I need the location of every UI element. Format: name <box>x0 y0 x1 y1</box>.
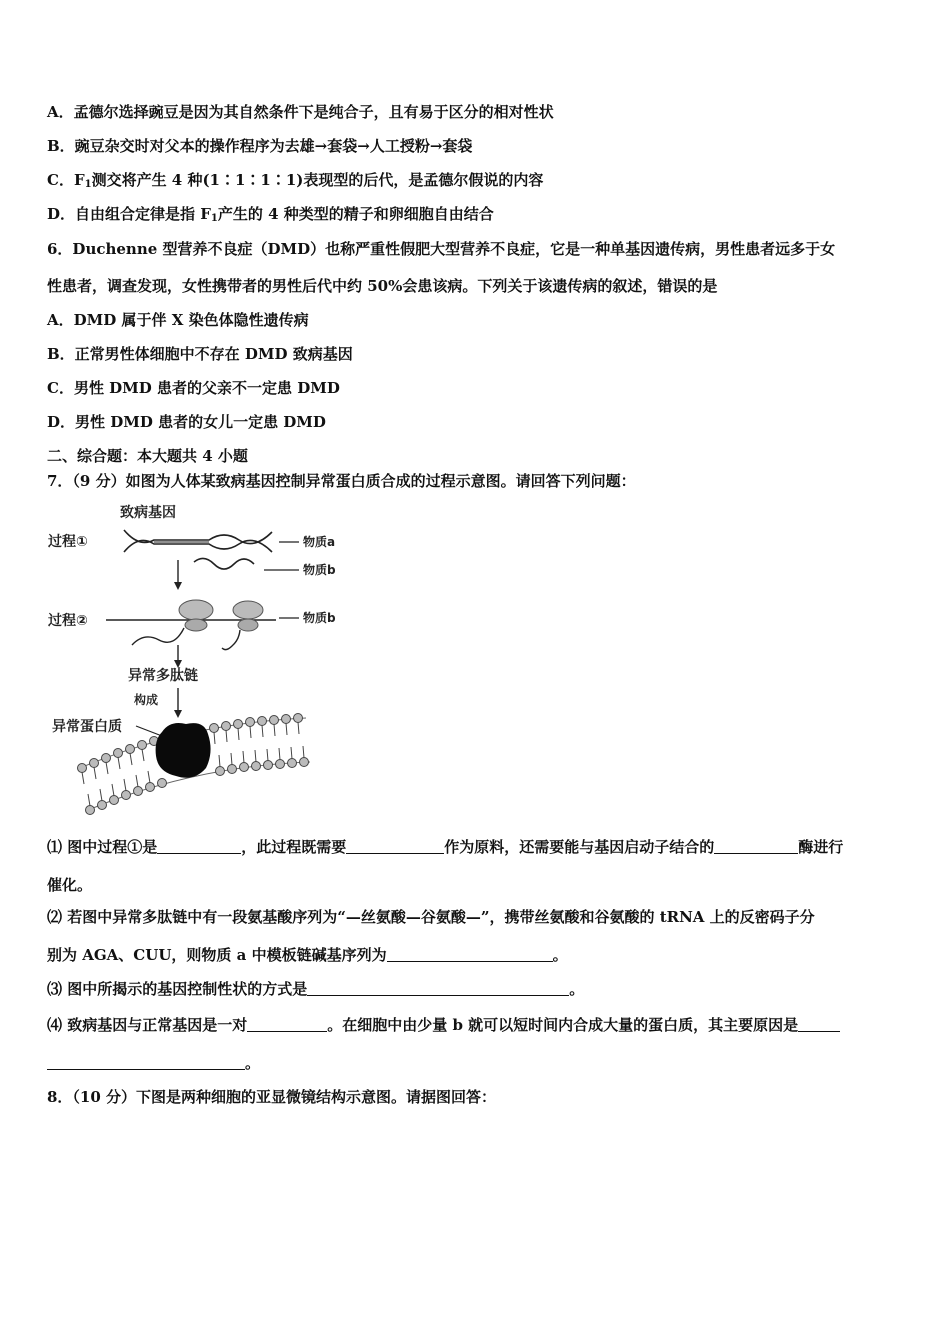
q6-option-b: B．正常男性体细胞中不存在 DMD 致病基因 <box>47 345 353 363</box>
q7-sub2-line2: 别为 AGA、CUU，则物质 a 中模板链碱基序列为 。 <box>47 946 568 964</box>
substance-b-label-2: 物质b <box>303 611 336 625</box>
q7-sub4-line1: ⑷ 致病基因与正常基因是一对 。在细胞中由少量 b 就可以短时间内合成大量的蛋白质，其主要原因是 <box>47 1014 840 1035</box>
peptide-chain-1 <box>132 628 184 645</box>
peptide-chain-2 <box>222 630 240 650</box>
ribosome-small-2 <box>238 619 258 631</box>
blank-3[interactable] <box>714 839 798 854</box>
arrow-1-head <box>174 582 182 590</box>
blank-6[interactable] <box>247 1017 327 1032</box>
q5-option-d: D．自由组合定律是指 $F_1$产生的 4 种类型的精子和卵细胞自由结合 <box>47 205 494 224</box>
arrow-2-head <box>174 660 182 668</box>
process2-label: 过程② <box>48 613 88 629</box>
polypeptide-label: 异常多肽链 <box>128 668 198 684</box>
blank-2[interactable] <box>346 839 444 854</box>
substance-a-label: 物质a <box>303 535 336 549</box>
protein-label: 异常蛋白质 <box>52 719 122 735</box>
q7-sub1-line2: 催化。 <box>47 876 93 894</box>
arrow-3-head <box>174 710 182 718</box>
q6-option-c: C．男性 DMD 患者的父亲不一定患 DMD <box>47 379 340 397</box>
blank-4[interactable] <box>387 947 553 962</box>
pointer-protein <box>136 726 162 736</box>
compose-label: 构成 <box>134 693 159 707</box>
ribosome-small-1 <box>185 619 207 631</box>
protein-synthesis-diagram <box>44 500 336 822</box>
process1-label: 过程① <box>48 534 88 550</box>
q7-sub2-line1: ⑵ 若图中异常多肽链中有一段氨基酸序列为“—丝氨酸—谷氨酸—”，携带丝氨酸和谷氨酸的 tRNA 上的反密码子分 <box>47 908 815 926</box>
blank-7a[interactable] <box>798 1017 840 1032</box>
blank-1[interactable] <box>157 839 241 854</box>
q6-option-a: A．DMD 属于伴 X 染色体隐性遗传病 <box>47 311 309 329</box>
q5-option-a: A．孟德尔选择豌豆是因为其自然条件下是纯合子，且有易于区分的相对性状 <box>47 103 554 121</box>
q7-stem: 7．（9 分）如图为人体某致病基因控制异常蛋白质合成的过程示意图。请回答下列问题： <box>47 472 636 490</box>
section-heading: 二、综合题：本大题共 4 小题 <box>47 447 248 465</box>
gene-label: 致病基因 <box>120 505 176 521</box>
q6-stem-line2: 性患者，调查发现，女性携带者的男性后代中约 50%会患该病。下列关于该遗传病的叙述，错误的是 <box>47 277 718 295</box>
mrna-strand <box>194 558 254 569</box>
q5-option-b: B．豌豆杂交时对父本的操作程序为去雄→套袋→人工授粉→套袋 <box>47 137 473 155</box>
q7-sub4-line2: 。 <box>47 1052 260 1073</box>
ribosome-large-1 <box>179 600 213 620</box>
q7-sub3: ⑶ 图中所揭示的基因控制性状的方式是 。 <box>47 980 585 998</box>
q8-stem: 8．（10 分）下图是两种细胞的亚显微镜结构示意图。请据图回答： <box>47 1088 497 1106</box>
abnormal-protein-blob <box>156 723 211 778</box>
ribosome-large-2 <box>233 601 263 619</box>
q7-sub1-line1: ⑴ 图中过程①是 ，此过程既需要 作为原料，还需要能与基因启动子结合的 酶进行 <box>47 838 844 856</box>
q6-option-d: D．男性 DMD 患者的女儿一定患 DMD <box>47 413 326 431</box>
q6-stem-line1: 6．Duchenne 型营养不良症（DMD）也称严重性假肥大型营养不良症，它是一种单基因遗传病，男性患者远多于女 <box>47 240 836 258</box>
substance-b-label-1: 物质b <box>303 563 336 577</box>
blank-7b[interactable] <box>47 1055 245 1070</box>
q5-option-c: C．$F_1$测交将产生 4 种(1∶1∶1∶1)表现型的后代，是孟德尔假说的内容 <box>47 171 544 190</box>
blank-5[interactable] <box>307 981 569 996</box>
